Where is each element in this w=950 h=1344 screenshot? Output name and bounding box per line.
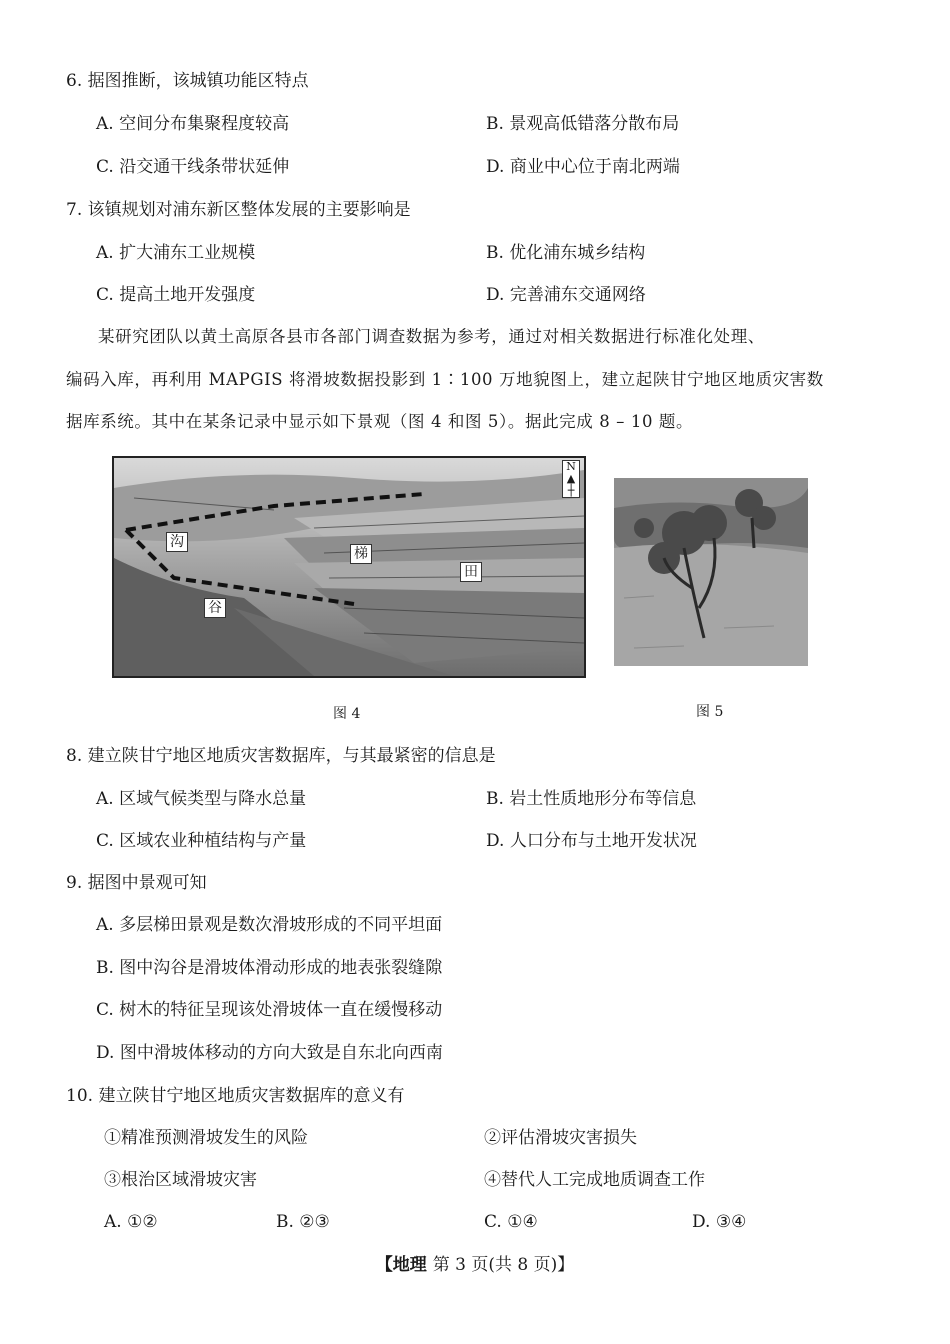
q10-item-3: ③根治区域滑坡灾害	[104, 1170, 257, 1190]
q8-option-c: C. 区域农业种植结构与产量	[96, 831, 307, 851]
figure-5-tree-photo	[614, 478, 808, 666]
label-gu: 谷	[204, 598, 226, 618]
q7-stem: 7. 该镇规划对浦东新区整体发展的主要影响是	[66, 200, 411, 220]
q10-option-c: C. ①④	[484, 1212, 538, 1232]
footer-page: 第 3 页(共 8 页)】	[432, 1255, 575, 1275]
label-gou: 沟	[166, 532, 188, 552]
q6-option-b: B. 景观高低错落分散布局	[486, 114, 680, 134]
q9-stem: 9. 据图中景观可知	[66, 873, 207, 893]
north-label: N	[566, 460, 576, 473]
figure-5-photo	[614, 478, 808, 666]
q9-option-c: C. 树木的特征呈现该处滑坡体一直在缓慢移动	[96, 1000, 443, 1020]
q10-item-4: ④替代人工完成地质调查工作	[484, 1170, 705, 1190]
label-tian: 田	[460, 562, 482, 582]
q7-option-b: B. 优化浦东城乡结构	[486, 243, 646, 263]
q10-stem: 10. 建立陕甘宁地区地质灾害数据库的意义有	[66, 1086, 405, 1106]
intro-line-2: 编码入库，再利用 MAPGIS 将滑坡数据投影到 1∶100 万地貌图上，建立起陕甘宁地区地质灾害数	[66, 370, 824, 389]
q6-option-c: C. 沿交通干线条带状延伸	[96, 157, 290, 177]
q7-option-d: D. 完善浦东交通网络	[486, 285, 646, 305]
q10-option-d: D. ③④	[692, 1212, 747, 1232]
q8-option-a: A. 区域气候类型与降水总量	[96, 789, 307, 809]
north-arrow-icon: N ▲ ┼	[562, 460, 580, 498]
q6-option-d: D. 商业中心位于南北两端	[486, 157, 680, 177]
q9-option-d: D. 图中滑坡体移动的方向大致是自东北向西南	[96, 1043, 443, 1063]
figure-4-photo	[114, 458, 584, 676]
q8-stem: 8. 建立陕甘宁地区地质灾害数据库，与其最紧密的信息是	[66, 746, 496, 766]
figure-5-caption: 图 5	[696, 704, 724, 720]
q8-option-d: D. 人口分布与土地开发状况	[486, 831, 697, 851]
page-footer	[0, 1250, 950, 1275]
intro-line-1: 某研究团队以黄土高原各县市各部门调查数据为参考，通过对相关数据进行标准化处理、	[98, 327, 765, 346]
q9-option-a: A. 多层梯田景观是数次滑坡形成的不同平坦面	[96, 915, 443, 935]
q10-option-a: A. ①②	[104, 1212, 158, 1232]
q6-option-a: A. 空间分布集聚程度较高	[96, 114, 290, 134]
footer-subject: 【地理	[375, 1255, 427, 1275]
q7-option-a: A. 扩大浦东工业规模	[96, 243, 256, 263]
q8-option-b: B. 岩土性质地形分布等信息	[486, 789, 697, 809]
label-ti: 梯	[350, 544, 372, 564]
q10-option-b: B. ②③	[276, 1212, 330, 1232]
q9-option-b: B. 图中沟谷是滑坡体滑动形成的地表张裂缝隙	[96, 958, 443, 978]
figure-4-terraced-landscape	[112, 456, 586, 678]
q7-option-c: C. 提高土地开发强度	[96, 285, 256, 305]
q6-stem: 6. 据图推断，该城镇功能区特点	[66, 71, 309, 91]
figure-4-caption: 图 4	[333, 706, 361, 722]
q10-item-1: ①精准预测滑坡发生的风险	[104, 1128, 308, 1148]
q10-item-2: ②评估滑坡灾害损失	[484, 1128, 637, 1148]
intro-line-3: 据库系统。其中在某条记录中显示如下景观（图 4 和图 5）。据此完成 8 – 10 题。	[66, 412, 694, 431]
